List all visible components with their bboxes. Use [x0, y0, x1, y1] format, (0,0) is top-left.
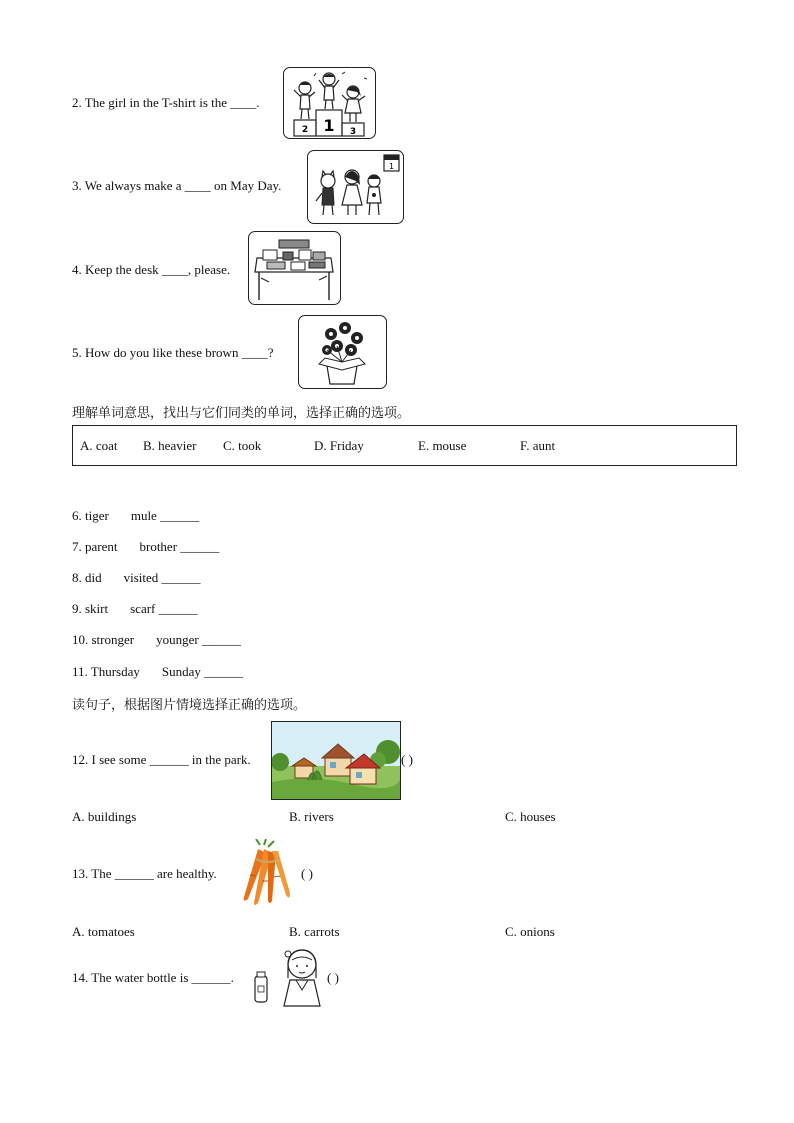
answer-paren-13[interactable]: ( ) — [301, 866, 313, 881]
girl-water-bottle-picture — [250, 946, 324, 1008]
choice-13-c[interactable]: C. onions — [505, 924, 555, 939]
flowers-picture — [298, 315, 387, 389]
question-7: 7. parent brother ______ — [72, 539, 220, 554]
choice-13-a[interactable]: A. tomatoes — [72, 924, 135, 939]
answer-paren-12[interactable]: ( ) — [401, 752, 413, 767]
option-a: A. coat — [80, 438, 118, 453]
question-12: 12. I see some ______ in the park. — [72, 752, 251, 767]
option-f: F. aunt — [520, 438, 556, 453]
may-day-picture — [307, 150, 404, 224]
option-e: E. mouse — [418, 438, 467, 453]
podium-number-1: 1 — [323, 116, 335, 135]
choice-13-b[interactable]: B. carrots — [289, 924, 340, 939]
question-14: 14. The water bottle is ______. — [72, 970, 234, 985]
podium-picture — [283, 67, 376, 139]
podium-number-3: 3 — [349, 127, 357, 137]
option-d: D. Friday — [314, 438, 364, 453]
choice-12-c[interactable]: C. houses — [505, 809, 556, 824]
carrots-picture — [234, 839, 298, 907]
question-5: 5. How do you like these brown ____? — [72, 345, 274, 360]
question-8: 8. did visited ______ — [72, 570, 201, 585]
question-13: 13. The ______ are healthy. — [72, 866, 217, 881]
section-3-instruction: 读句子，根据图片情境选择正确的选项。 — [72, 698, 307, 713]
question-11: 11. Thursday Sunday ______ — [72, 664, 244, 679]
choice-12-a[interactable]: A. buildings — [72, 809, 137, 824]
answer-paren-14[interactable]: ( ) — [327, 970, 339, 985]
park-houses-picture — [271, 721, 401, 800]
podium-number-2: 2 — [301, 125, 309, 135]
question-3: 3. We always make a ____ on May Day. — [72, 178, 282, 193]
calendar-number: 1 — [388, 162, 395, 171]
question-2: 2. The girl in the T-shirt is the ____. — [72, 95, 260, 110]
question-10: 10. stronger younger ______ — [72, 632, 241, 647]
question-6: 6. tiger mule ______ — [72, 508, 200, 523]
choice-12-b[interactable]: B. rivers — [289, 809, 334, 824]
messy-desk-picture — [248, 231, 341, 305]
question-9: 9. skirt scarf ______ — [72, 601, 198, 616]
question-4: 4. Keep the desk ____, please. — [72, 262, 231, 277]
option-b: B. heavier — [143, 438, 197, 453]
option-c: C. took — [223, 438, 262, 453]
section-2-instruction: 理解单词意思，找出与它们同类的单词，选择正确的选项。 — [72, 406, 411, 421]
